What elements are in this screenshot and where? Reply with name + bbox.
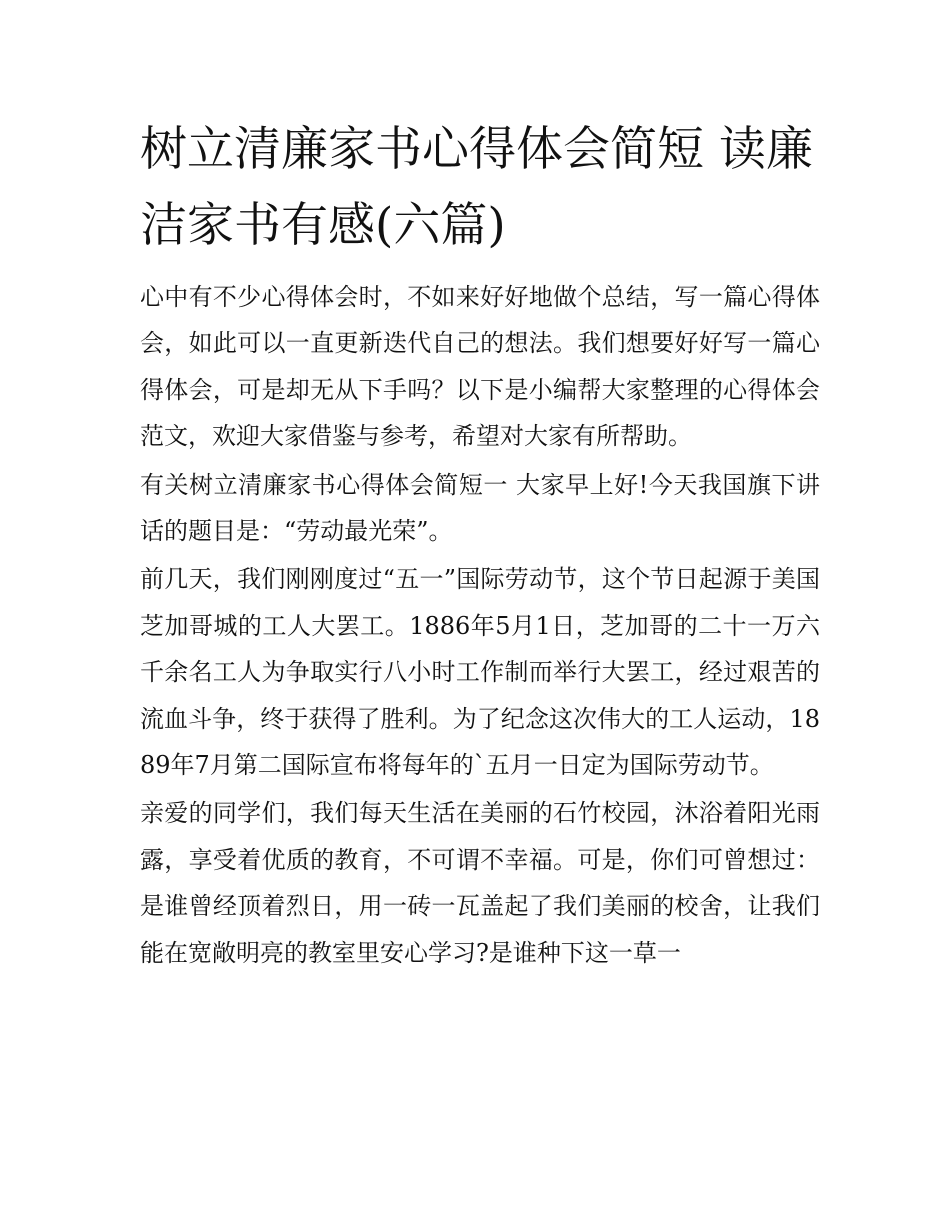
- document-body: [140, 112, 820, 978]
- document-title: 树立清廉家书心得体会简短 读廉洁家书有感(六篇): [140, 122, 813, 253]
- paragraph-speech-opening: 有关树立清廉家书心得体会简短一 大家早上好!今天我国旗下讲话的题目是：“劳动最光荣”。: [140, 470, 820, 546]
- paragraph-students-address: 亲爱的同学们，我们每天生活在美丽的石竹校园，沐浴着阳光雨露，享受着优质的教育，不可谓不幸福。可是，你们可曾想过：是谁曾经顶着烈日，用一砖一瓦盖起了我们美丽的校舍，让我们能在宽敞明亮的教室里安心学习?是谁种下这一草一: [140, 799, 820, 967]
- paragraph-labor-day-history: 前几天，我们刚刚度过“五一”国际劳动节，这个节日起源于美国芝加哥城的工人大罢工。1886年5月1日，芝加哥的二十一万六千余名工人为争取实行八小时工作制而举行大罢工，经过艰苦的流血斗争，终于获得了胜利。为了纪念这次伟大的工人运动，1889年7月第二国际宣布将每年的`五月一日定为国际劳动节。: [140, 565, 820, 780]
- paragraph-intro: 心中有不少心得体会时，不如来好好地做个总结，写一篇心得体会，如此可以一直更新迭代自己的想法。我们想要好好写一篇心得体会，可是却无从下手吗？以下是小编帮大家整理的心得体会范文，欢迎大家借鉴与参考，希望对大家有所帮助。: [140, 283, 820, 451]
